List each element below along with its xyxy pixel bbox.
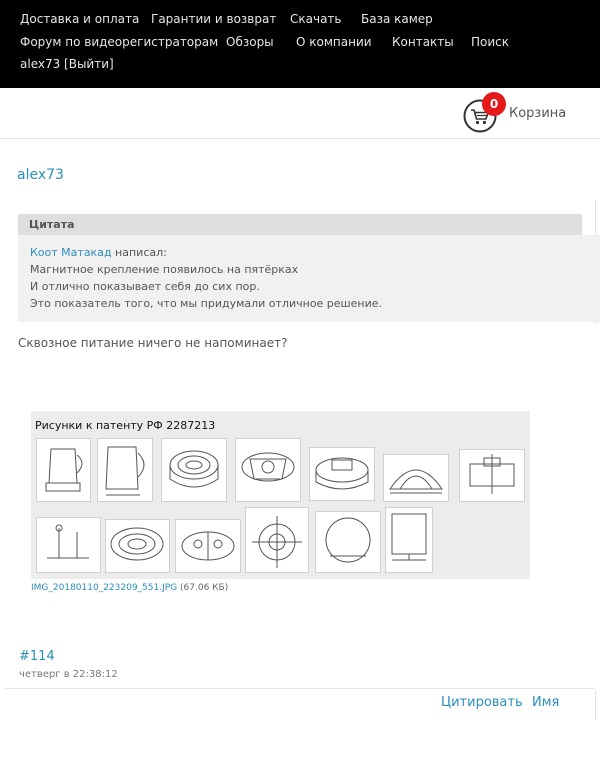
- nav-item-forum[interactable]: Форум по видеорегистраторам: [20, 35, 219, 49]
- attachment-info: [31, 582, 228, 594]
- post-text: Сквозное питание ничего не напоминает?: [18, 336, 288, 350]
- patent-figure: [36, 438, 91, 502]
- patent-figure: [36, 517, 101, 573]
- patent-figure: [459, 449, 525, 502]
- quote-line: И отлично показывает себя до сих пор.: [30, 280, 260, 293]
- quote-block: [18, 235, 600, 322]
- patent-figure: [245, 507, 309, 573]
- image-caption-title: Рисунки к патенту РФ 2287213: [35, 419, 216, 432]
- quote-header: Цитата: [18, 214, 582, 235]
- quote-source: [30, 245, 167, 261]
- cart-link[interactable]: Корзина: [509, 106, 567, 121]
- patent-figure: [161, 438, 227, 502]
- nav-item-camera-base[interactable]: База камер: [361, 12, 433, 26]
- nav-item-user-logout[interactable]: alex73 [Выйти]: [20, 57, 114, 71]
- divider: [5, 688, 595, 689]
- cart-count-badge[interactable]: 0: [482, 92, 506, 116]
- patent-figure: [315, 511, 381, 573]
- nav-item-search[interactable]: Поиск: [471, 35, 510, 49]
- nav-item-delivery[interactable]: Доставка и оплата: [20, 12, 140, 26]
- post-number-link[interactable]: #114: [19, 649, 55, 664]
- post-author[interactable]: alex73: [17, 167, 64, 183]
- name-button[interactable]: Имя: [532, 695, 560, 710]
- top-navigation: [0, 0, 600, 88]
- divider: [595, 690, 596, 720]
- nav-item-about[interactable]: О компании: [296, 35, 372, 49]
- patent-figure: [309, 447, 375, 501]
- nav-item-contacts[interactable]: Контакты: [392, 35, 454, 49]
- patent-figure: [385, 507, 433, 573]
- patent-figure: [97, 438, 153, 502]
- patent-figure: [235, 438, 301, 502]
- attachment-link[interactable]: IMG_20180110_223209_551.JPG: [31, 583, 178, 593]
- post-date: четверг в 22:38:12: [19, 669, 118, 680]
- nav-item-reviews[interactable]: Обзоры: [226, 35, 274, 49]
- attached-image[interactable]: [31, 411, 530, 579]
- attachment-size: (67.06 КБ): [180, 583, 229, 593]
- nav-item-warranty[interactable]: Гарантии и возврат: [151, 12, 277, 26]
- patent-figure: [105, 519, 170, 573]
- quote-line: Магнитное крепление появилось на пятёрках: [30, 263, 299, 276]
- quote-line: Это показатель того, что мы придумали отличное решение.: [30, 297, 382, 310]
- nav-item-download[interactable]: Скачать: [290, 12, 342, 26]
- patent-figure: [175, 519, 241, 573]
- quote-button[interactable]: Цитировать: [441, 695, 523, 710]
- quote-source-suffix: написал:: [111, 246, 167, 259]
- quote-author-link[interactable]: Коот Матакад: [30, 246, 112, 259]
- patent-figure: [383, 454, 449, 502]
